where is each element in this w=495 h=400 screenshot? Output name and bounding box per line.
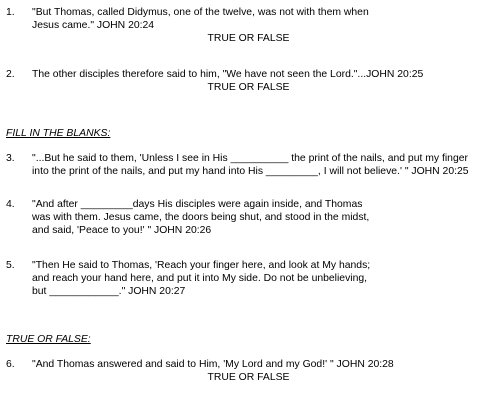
question-2 xyxy=(6,68,491,94)
question-5 xyxy=(6,259,491,298)
question-text xyxy=(32,259,491,298)
question-line: and reach your hand here, and put it into My side. Do not be unbelieving, xyxy=(32,273,368,284)
question-line: "...But he said to them, 'Unless I see in His __________ the print of the nails, and put my finger xyxy=(32,153,468,164)
question-text xyxy=(32,358,491,371)
question-line: "But Thomas, called Didymus, one of the twelve, was not with them when xyxy=(32,7,369,18)
question-line: into the print of the nails, and put my hand into His _________, I will not believe.' " JOHN 20:25 xyxy=(32,166,469,177)
question-text xyxy=(32,152,491,178)
true-false-answer: TRUE OR FALSE xyxy=(207,33,290,44)
question-line: but ____________." JOHN 20:27 xyxy=(32,286,186,297)
question-line: "Then He said to Thomas, 'Reach your finger here, and look at My hands; xyxy=(32,260,371,271)
question-line: Jesus came." JOHN 20:24 xyxy=(32,20,155,31)
question-4 xyxy=(6,198,491,237)
question-3 xyxy=(6,152,491,178)
true-false-answer: TRUE OR FALSE xyxy=(207,372,290,383)
question-text xyxy=(32,198,491,237)
question-number: 1. xyxy=(6,7,15,18)
question-line: "And Thomas answered and said to Him, 'My Lord and my God!' " JOHN 20:28 xyxy=(32,359,394,370)
question-line: "And after _________days His disciples were again inside, and Thomas xyxy=(32,199,363,210)
question-line: and said, 'Peace to you!' " JOHN 20:26 xyxy=(32,225,212,236)
question-number: 3. xyxy=(6,153,15,164)
section-heading-true-or-false: TRUE OR FALSE: xyxy=(6,334,91,345)
question-line: The other disciples therefore said to him, "We have not seen the Lord."...JOHN 20:25 xyxy=(32,69,424,80)
question-number: 5. xyxy=(6,260,15,271)
section-heading-fill-in-the-blanks: FILL IN THE BLANKS: xyxy=(6,128,111,139)
question-number: 6. xyxy=(6,359,15,370)
question-number: 2. xyxy=(6,69,15,80)
question-text xyxy=(32,68,491,81)
question-6 xyxy=(6,358,491,384)
question-1 xyxy=(6,6,491,45)
question-line: was with them. Jesus came, the doors being shut, and stood in the midst, xyxy=(32,212,370,223)
question-text xyxy=(32,6,491,32)
question-number: 4. xyxy=(6,199,15,210)
true-false-answer: TRUE OR FALSE xyxy=(207,82,290,93)
